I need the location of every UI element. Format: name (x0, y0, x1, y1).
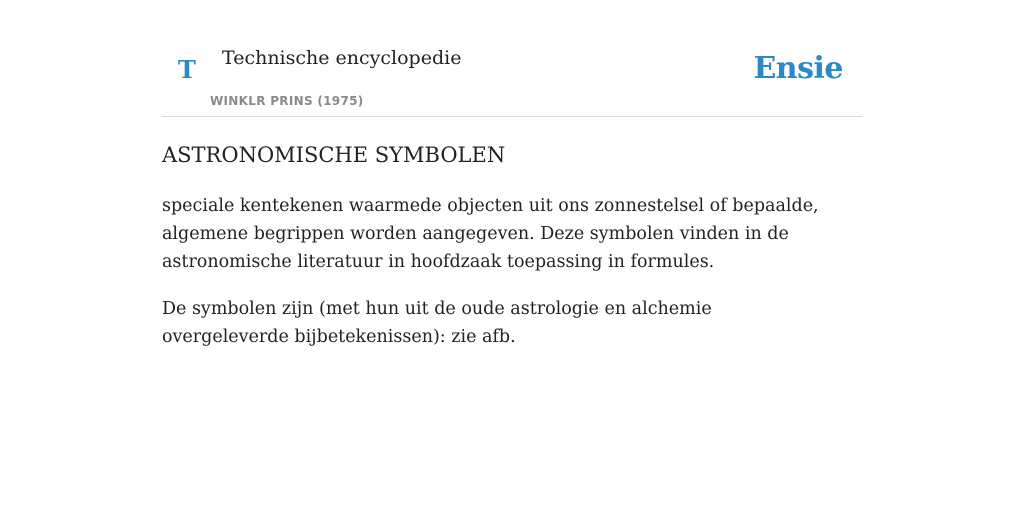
site-header (162, 0, 862, 117)
article (162, 140, 842, 351)
encyclopedia-logo-icon[interactable]: T (178, 55, 196, 84)
encyclopedia-title-link[interactable]: Technische encyclopedie (222, 47, 462, 69)
article-title: ASTRONOMISCHE SYMBOLEN (162, 143, 506, 167)
edition-label: WINKLR PRINS (1975) (210, 94, 364, 108)
article-paragraph-2: De symbolen zijn (met hun uit de oude astrologie en alchemie overgeleverde bijbetekenissen): zie afb. (162, 299, 712, 347)
article-paragraph-1: speciale kentekenen waarmede objecten uit ons zonnestelsel of bepaalde, algemene begrippen worden aangegeven. Deze symbolen vinden in de astronomische literatuur in hoofdzaak toepassing in formules. (162, 196, 819, 272)
ensie-brand-link[interactable]: Ensie (753, 51, 843, 86)
